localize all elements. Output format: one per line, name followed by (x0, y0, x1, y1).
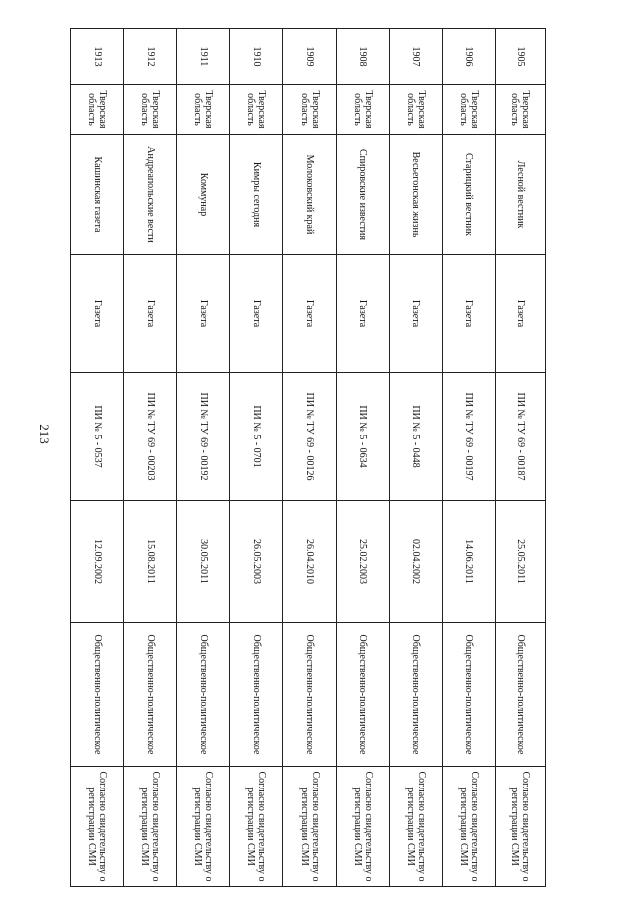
publication-title: Спировские известия (336, 135, 389, 255)
content-category: Общественно-политическое (124, 623, 177, 767)
row-number: 1909 (283, 29, 336, 85)
basis-note: Согласно свидетельству о регистрации СМИ (442, 767, 495, 887)
row-number: 1913 (71, 29, 124, 85)
publication-type: Газета (336, 255, 389, 373)
registration-number: ПИ № ТУ 69 - 00187 (495, 373, 545, 501)
content-category: Общественно-политическое (389, 623, 442, 767)
content-category: Общественно-политическое (283, 623, 336, 767)
registration-number: ПИ № 5 - 0634 (336, 373, 389, 501)
table-row (442, 29, 495, 887)
content-category: Общественно-политическое (71, 623, 124, 767)
row-number: 1912 (124, 29, 177, 85)
basis-note: Согласно свидетельству о регистрации СМИ (177, 767, 230, 887)
registration-number: ПИ № ТУ 69 - 00126 (283, 373, 336, 501)
region-cell: Тверская область (442, 85, 495, 135)
publication-type: Газета (389, 255, 442, 373)
registry-table-area (70, 28, 546, 886)
basis-note: Согласно свидетельству о регистрации СМИ (336, 767, 389, 887)
row-number: 1911 (177, 29, 230, 85)
registration-number: ПИ № 5 - 0701 (230, 373, 283, 501)
registration-date: 15.08.2011 (124, 501, 177, 623)
content-category: Общественно-политическое (177, 623, 230, 767)
registration-number: ПИ № ТУ 69 - 00203 (124, 373, 177, 501)
publication-title: Молоковский край (283, 135, 336, 255)
content-category: Общественно-политическое (230, 623, 283, 767)
table-row (283, 29, 336, 887)
row-number: 1908 (336, 29, 389, 85)
row-number: 1907 (389, 29, 442, 85)
page-number: 213 (37, 424, 52, 444)
basis-note: Согласно свидетельству о регистрации СМИ (124, 767, 177, 887)
registration-number: ПИ № 5 - 0448 (389, 373, 442, 501)
table-row (230, 29, 283, 887)
region-cell: Тверская область (230, 85, 283, 135)
row-number: 1910 (230, 29, 283, 85)
publication-type: Газета (71, 255, 124, 373)
region-cell: Тверская область (177, 85, 230, 135)
registration-date: 26.05.2003 (230, 501, 283, 623)
table-row (389, 29, 442, 887)
basis-note: Согласно свидетельству о регистрации СМИ (71, 767, 124, 887)
content-category: Общественно-политическое (442, 623, 495, 767)
publication-type: Газета (283, 255, 336, 373)
table-row (495, 29, 545, 887)
registration-date: 25.05.2011 (495, 501, 545, 623)
content-category: Общественно-политическое (495, 623, 545, 767)
registration-date: 30.05.2011 (177, 501, 230, 623)
publication-type: Газета (177, 255, 230, 373)
basis-note: Согласно свидетельству о регистрации СМИ (283, 767, 336, 887)
registration-number: ПИ № ТУ 69 - 00192 (177, 373, 230, 501)
registration-number: ПИ № ТУ 69 - 00197 (442, 373, 495, 501)
publication-type: Газета (230, 255, 283, 373)
registration-date: 14.06.2011 (442, 501, 495, 623)
registration-number: ПИ № 5 - 0537 (71, 373, 124, 501)
media-registry-table (70, 28, 546, 887)
publication-title: Весьегонская жизнь (389, 135, 442, 255)
publication-title: Андреапольские вести (124, 135, 177, 255)
row-number: 1906 (442, 29, 495, 85)
basis-note: Согласно свидетельству о регистрации СМИ (495, 767, 545, 887)
registration-date: 25.02.2003 (336, 501, 389, 623)
registration-date: 12.09.2002 (71, 501, 124, 623)
publication-title: Коммунар (177, 135, 230, 255)
registration-date: 02.04.2002 (389, 501, 442, 623)
publication-title: Старицкий вестник (442, 135, 495, 255)
table-row (124, 29, 177, 887)
publication-type: Газета (124, 255, 177, 373)
table-row (71, 29, 124, 887)
basis-note: Согласно свидетельству о регистрации СМИ (389, 767, 442, 887)
publication-type: Газета (442, 255, 495, 373)
table-row (177, 29, 230, 887)
region-cell: Тверская область (495, 85, 545, 135)
region-cell: Тверская область (336, 85, 389, 135)
region-cell: Тверская область (283, 85, 336, 135)
region-cell: Тверская область (124, 85, 177, 135)
publication-type: Газета (495, 255, 545, 373)
basis-note: Согласно свидетельству о регистрации СМИ (230, 767, 283, 887)
registration-date: 26.04.2010 (283, 501, 336, 623)
table-row (336, 29, 389, 887)
publication-title: Кимры сегодня (230, 135, 283, 255)
region-cell: Тверская область (389, 85, 442, 135)
publication-title: Лесной вестник (495, 135, 545, 255)
content-category: Общественно-политическое (336, 623, 389, 767)
publication-title: Кашинская газета (71, 135, 124, 255)
row-number: 1905 (495, 29, 545, 85)
region-cell: Тверская область (71, 85, 124, 135)
